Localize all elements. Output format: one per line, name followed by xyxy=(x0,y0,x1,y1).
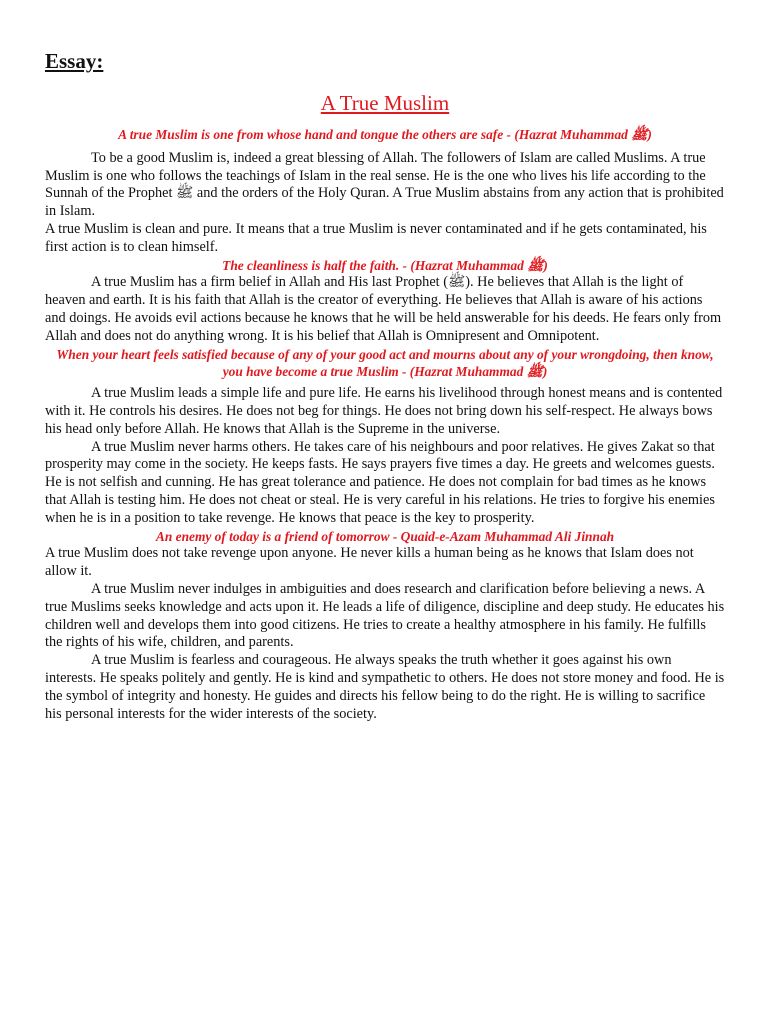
paragraph-belief: A true Muslim has a firm belief in Allah and His last Prophet (ﷺ). He believes that Allah is the light of heaven and earth. It is his faith that Allah is the creator of everything. He believes that Allah is aware of his actions and doings. He avoids evil actions because he knows that he will be held answerable for his deeds. He fears only from Allah and does not do anything wrong. It is his belief that Allah is Omnipresent and Omnipotent. xyxy=(45,274,722,344)
paragraph-simple-life: A true Muslim leads a simple life and pure life. He earns his livelihood through honest means and is contented with it. He controls his desires. He does not beg for things. He does not bring down his self-respect. He always bows his head only before Allah. He knows that Allah is the Supreme in the universe. xyxy=(45,385,723,437)
quote-hadith-cleanliness: The cleanliness is half the faith. - (Hazrat Muhammad ﷺ) xyxy=(222,257,548,273)
essay-title: A True Muslim xyxy=(320,91,450,115)
quote-hadith-safety: A true Muslim is one from whose hand and tongue the others are safe - (Hazrat Muhammad ﷺ) xyxy=(118,127,652,142)
essay-label: Essay: xyxy=(45,49,104,73)
paragraph-fearless: A true Muslim is fearless and courageous. He always speaks the truth whether it goes against his own interests. He speaks politely and gently. He is kind and sympathetic to others. He does not store money and food. He is the symbol of integrity and honesty. He guides and directs his fellow being to do the right. He is willing to sacrifice his personal interests for the wider interests of the society. xyxy=(45,652,725,722)
paragraph-cleanliness: A true Muslim is clean and pure. It means that a true Muslim is never contaminated and if he gets contaminated, his first action is to clean himself. xyxy=(45,220,707,255)
paragraph-never-harms: A true Muslim never harms others. He takes care of his neighbours and poor relatives. He gives Zakat so that prosperity may come in the society. He keeps fasts. He says prayers five times a day. He greets and welcomes guests. He is not selfish and cunning. He has great tolerance and patience. He does not complain for bad times as he knows that Allah is testing him. He does not cheat or steal. He is very careful in his relations. He tries to forgive his enemies when he is in a position to take revenge. He knows that peace is the key to prosperity. xyxy=(45,438,715,526)
paragraph-knowledge: A true Muslim never indulges in ambiguities and does research and clarification before believing a news. A true Muslims seeks knowledge and acts upon it. He leads a life of diligence, discipline and deep study. He educates his children well and develops them into good citizens. He tries to create a healthy atmosphere in his family. He fulfills the rights of his wife, children, and parents. xyxy=(45,580,725,651)
paragraph-no-revenge: A true Muslim does not take revenge upon anyone. He never kills a human being as he knows that Islam does not allow it. xyxy=(45,545,694,580)
quote-jinnah: An enemy of today is a friend of tomorrow - Quaid-e-Azam Muhammad Ali Jinnah xyxy=(155,528,615,544)
document-page xyxy=(45,48,725,723)
paragraph-intro: To be a good Muslim is, indeed a great blessing of Allah. The followers of Islam are called Muslims. A true Muslim is one who follows the teachings of Islam in the real sense. He is the one who lives his life according to the Sunnah of the Prophet ﷺ and the orders of the Holy Quran. A True Muslim abstains from any action that is prohibited in Islam. xyxy=(45,149,724,220)
quote-hadith-heart: When your heart feels satisfied because of any of your good act and mourns about any of your wrongdoing, then know, you have become a true Muslim - (Hazrat Muhammad ﷺ) xyxy=(56,346,714,380)
